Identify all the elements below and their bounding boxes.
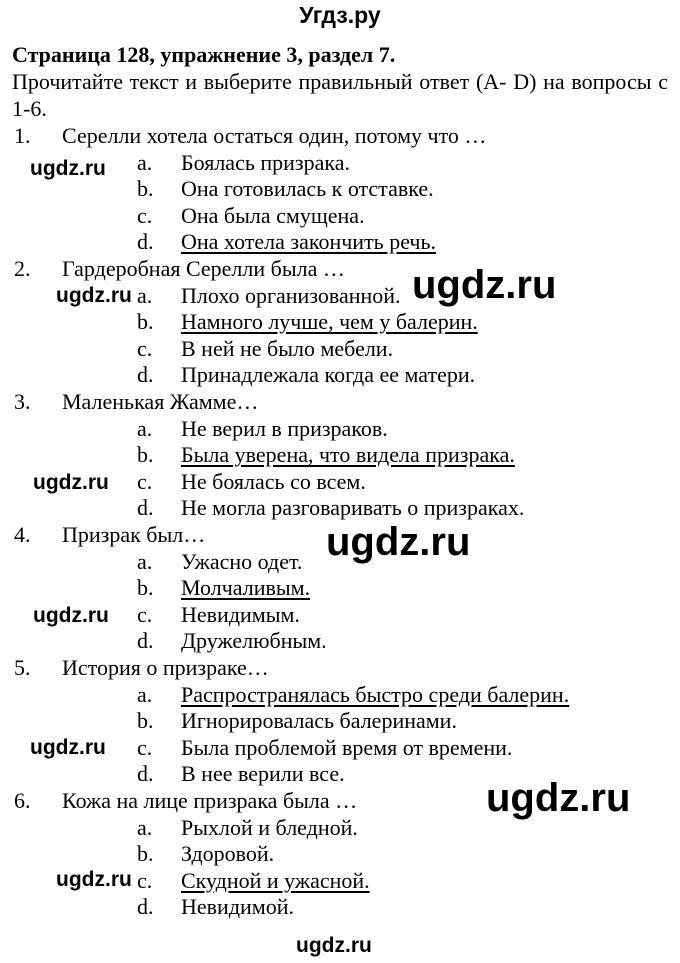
option-letter: d. (137, 761, 154, 787)
question-text: Призрак был… (62, 522, 206, 547)
option-text: Не могла разговаривать о призраках. (181, 495, 525, 521)
option-letter: a. (137, 681, 153, 707)
option-letter: b. (137, 708, 154, 734)
question-text: Маленькая Жамме… (62, 389, 259, 414)
question-number: 3. (14, 389, 31, 414)
option-text: В ней не было мебели. (181, 335, 394, 361)
option-letter: c. (137, 335, 153, 361)
exercise-heading: Страница 128, упражнение 3, раздел 7. (12, 42, 396, 67)
question-number: 4. (14, 522, 31, 547)
watermark: ugdz.ru (56, 284, 132, 307)
question-number: 1. (14, 123, 31, 148)
watermark: ugdz.ru (56, 868, 132, 891)
option-letter: a. (137, 548, 153, 574)
option-letter: a. (137, 282, 153, 308)
watermark: ugdz.ru (30, 157, 106, 180)
question-number: 2. (14, 256, 31, 281)
correct-answer-text: Намного лучше, чем у балерин. (181, 309, 478, 335)
option-text: Дружелюбным. (181, 628, 327, 654)
option-text: Ужасно одет. (181, 548, 303, 574)
option-letter: d. (137, 362, 154, 388)
option-text: Плохо организованной. (181, 282, 401, 308)
option-text: Боялась призрака. (181, 149, 350, 175)
option-letter: d. (137, 894, 154, 920)
correct-answer-text: Была уверена, что видела призрака. (181, 442, 515, 468)
option-text: Невидимой. (181, 894, 294, 920)
watermark: ugdz.ru (30, 736, 106, 759)
option-letter: d. (137, 495, 154, 521)
option-letter: d. (137, 229, 154, 255)
option-text: Не боялась со всем. (181, 468, 366, 494)
option-letter: c. (137, 202, 153, 228)
option-text: Здоровой. (181, 841, 275, 867)
option-text: Невидимым. (181, 601, 300, 627)
watermark: ugdz.ru (412, 263, 557, 307)
instructions-text: Прочитайте текст и выберите правильный ответ (A- D) на вопросы с 1-6. (12, 69, 668, 121)
question-number: 6. (14, 788, 31, 813)
watermark: ugdz.ru (33, 604, 109, 627)
watermark: ugdz.ru (486, 776, 631, 820)
question-number: 5. (14, 655, 31, 680)
option-letter: a. (137, 415, 153, 441)
option-text: Была проблемой время от времени. (181, 734, 513, 760)
option-text: Она готовилась к отставке. (181, 176, 434, 202)
question-text: Гардеробная Серелли была … (62, 256, 345, 281)
option-letter: b. (137, 575, 154, 601)
site-title: Угдз.ру (299, 2, 381, 28)
option-letter: a. (137, 149, 153, 175)
watermark: ugdz.ru (33, 471, 109, 494)
option-letter: c. (137, 468, 153, 494)
question-text: Кожа на лице призрака была … (62, 788, 358, 813)
question-text: Серелли хотела остаться один, потому что … (62, 123, 487, 148)
option-letter: a. (137, 814, 153, 840)
option-letter: c. (137, 601, 153, 627)
option-text: Принадлежала когда ее матери. (181, 362, 476, 388)
option-letter: d. (137, 628, 154, 654)
option-text: Игнорировалась балеринами. (181, 708, 457, 734)
option-text: В нее верили все. (181, 761, 345, 787)
option-text: Рыхлой и бледной. (181, 814, 358, 840)
option-text: Не верил в призраков. (181, 415, 388, 441)
correct-answer-text: Распространялась быстро среди балерин. (181, 681, 570, 707)
watermark: ugdz.ru (296, 934, 372, 957)
correct-answer-text: Она хотела закончить речь. (181, 229, 437, 255)
option-letter: b. (137, 841, 154, 867)
option-letter: c. (137, 867, 153, 893)
option-letter: b. (137, 176, 154, 202)
option-letter: b. (137, 309, 154, 335)
question-text: История о призраке… (62, 655, 269, 680)
correct-answer-text: Скудной и ужасной. (181, 867, 370, 893)
correct-answer-text: Молчаливым. (181, 575, 311, 601)
option-text: Она была смущена. (181, 202, 365, 228)
watermark: ugdz.ru (326, 520, 471, 564)
option-letter: b. (137, 442, 154, 468)
option-letter: c. (137, 734, 153, 760)
